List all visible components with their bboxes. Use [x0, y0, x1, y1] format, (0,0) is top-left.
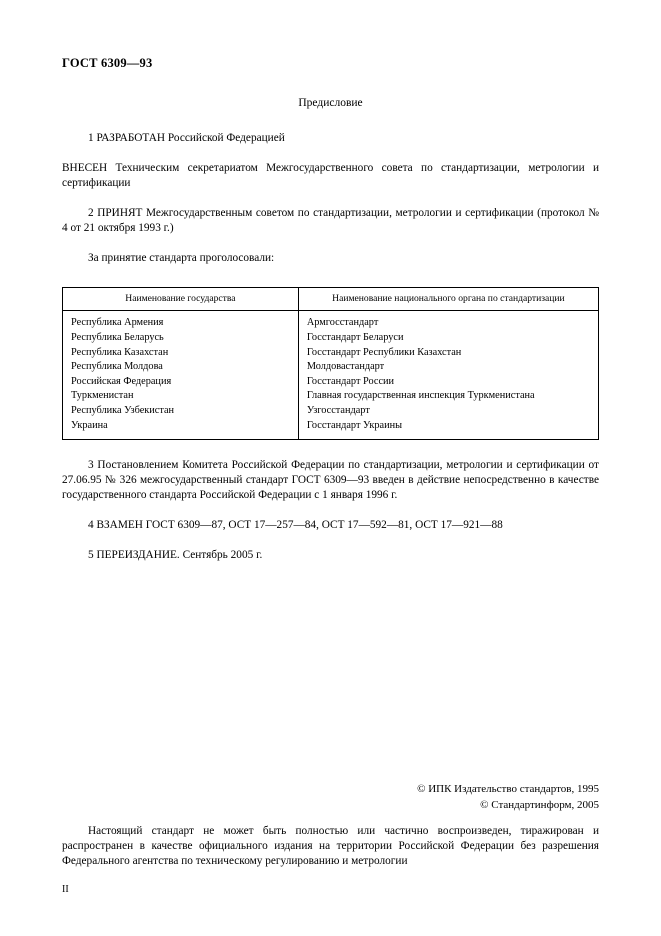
clause-2: 2 ПРИНЯТ Межгосударственным советом по стандартизации, метрологии и сертификации (протокол № 4 от 21 октября 1993 г.) — [62, 206, 599, 234]
cell-body: Армгосстандарт — [298, 311, 598, 331]
section-title: Предисловие — [298, 97, 363, 109]
voting-states-table — [62, 287, 599, 440]
clause-3: 3 Постановлением Комитета Российской Федерации по стандартизации, метрологии и сертификации от 27.06.95 № 326 межгосударственный стандарт ГОСТ 6309—93 введен в действие непосредственно в качестве государственного стандарта Российской Федерации с 1 января 1996 г. — [62, 459, 599, 502]
table-row — [63, 331, 599, 346]
clause-1: 1 РАЗРАБОТАН Российской Федерацией — [88, 132, 285, 144]
cell-body: Узгосстандарт — [298, 404, 598, 419]
cell-state: Республика Армения — [63, 311, 299, 331]
cell-body: Госстандарт России — [298, 375, 598, 390]
cell-body: Госстандарт Беларуси — [298, 331, 598, 346]
table-row — [63, 404, 599, 419]
vote-intro: За принятие стандарта проголосовали: — [88, 251, 275, 264]
table-row — [63, 360, 599, 375]
clause-introduced-by: ВНЕСЕН Техническим секретариатом Межгосударственного совета по стандартизации, метрологии и сертификации — [62, 161, 599, 189]
cell-state: Республика Беларусь — [63, 331, 299, 346]
cell-body: Молдовастандарт — [298, 360, 598, 375]
cell-body: Госстандарт Республики Казахстан — [298, 346, 598, 361]
cell-state: Российская Федерация — [63, 375, 299, 390]
cell-body: Главная государственная инспекция Туркменистана — [298, 389, 598, 404]
cell-state: Республика Молдова — [63, 360, 299, 375]
cell-state: Республика Узбекистан — [63, 404, 299, 419]
reproduction-notice: Настоящий стандарт не может быть полностью или частично воспроизведен, тиражирован и распространен в качестве официального издания на территории Российской Федерации без разрешения Федерального агентства по техническому регулированию и метрологии — [62, 825, 599, 867]
table-header-body: Наименование национального органа по стандартизации — [298, 288, 598, 311]
cell-state: Украина — [63, 419, 299, 440]
copyright-block — [417, 782, 599, 814]
cell-body: Госстандарт Украины — [298, 419, 598, 440]
clause-4: 4 ВЗАМЕН ГОСТ 6309—87, ОСТ 17—257—84, ОСТ 17—592—81, ОСТ 17—921—88 — [88, 519, 503, 532]
table-row — [63, 311, 599, 331]
document-code: ГОСТ 6309—93 — [62, 56, 153, 70]
table-header-row — [63, 288, 599, 311]
copyright-line-2: © Стандартинформ, 2005 — [480, 798, 599, 811]
table-header-state: Наименование государства — [63, 288, 299, 311]
clause-5: 5 ПЕРЕИЗДАНИЕ. Сентябрь 2005 г. — [88, 548, 263, 561]
cell-state: Республика Казахстан — [63, 346, 299, 361]
table-row — [63, 375, 599, 390]
page-number: II — [62, 884, 69, 895]
table-row — [63, 346, 599, 361]
table-row — [63, 389, 599, 404]
table-row — [63, 419, 599, 440]
cell-state: Туркменистан — [63, 389, 299, 404]
copyright-line-1: © ИПК Издательство стандартов, 1995 — [417, 783, 599, 795]
